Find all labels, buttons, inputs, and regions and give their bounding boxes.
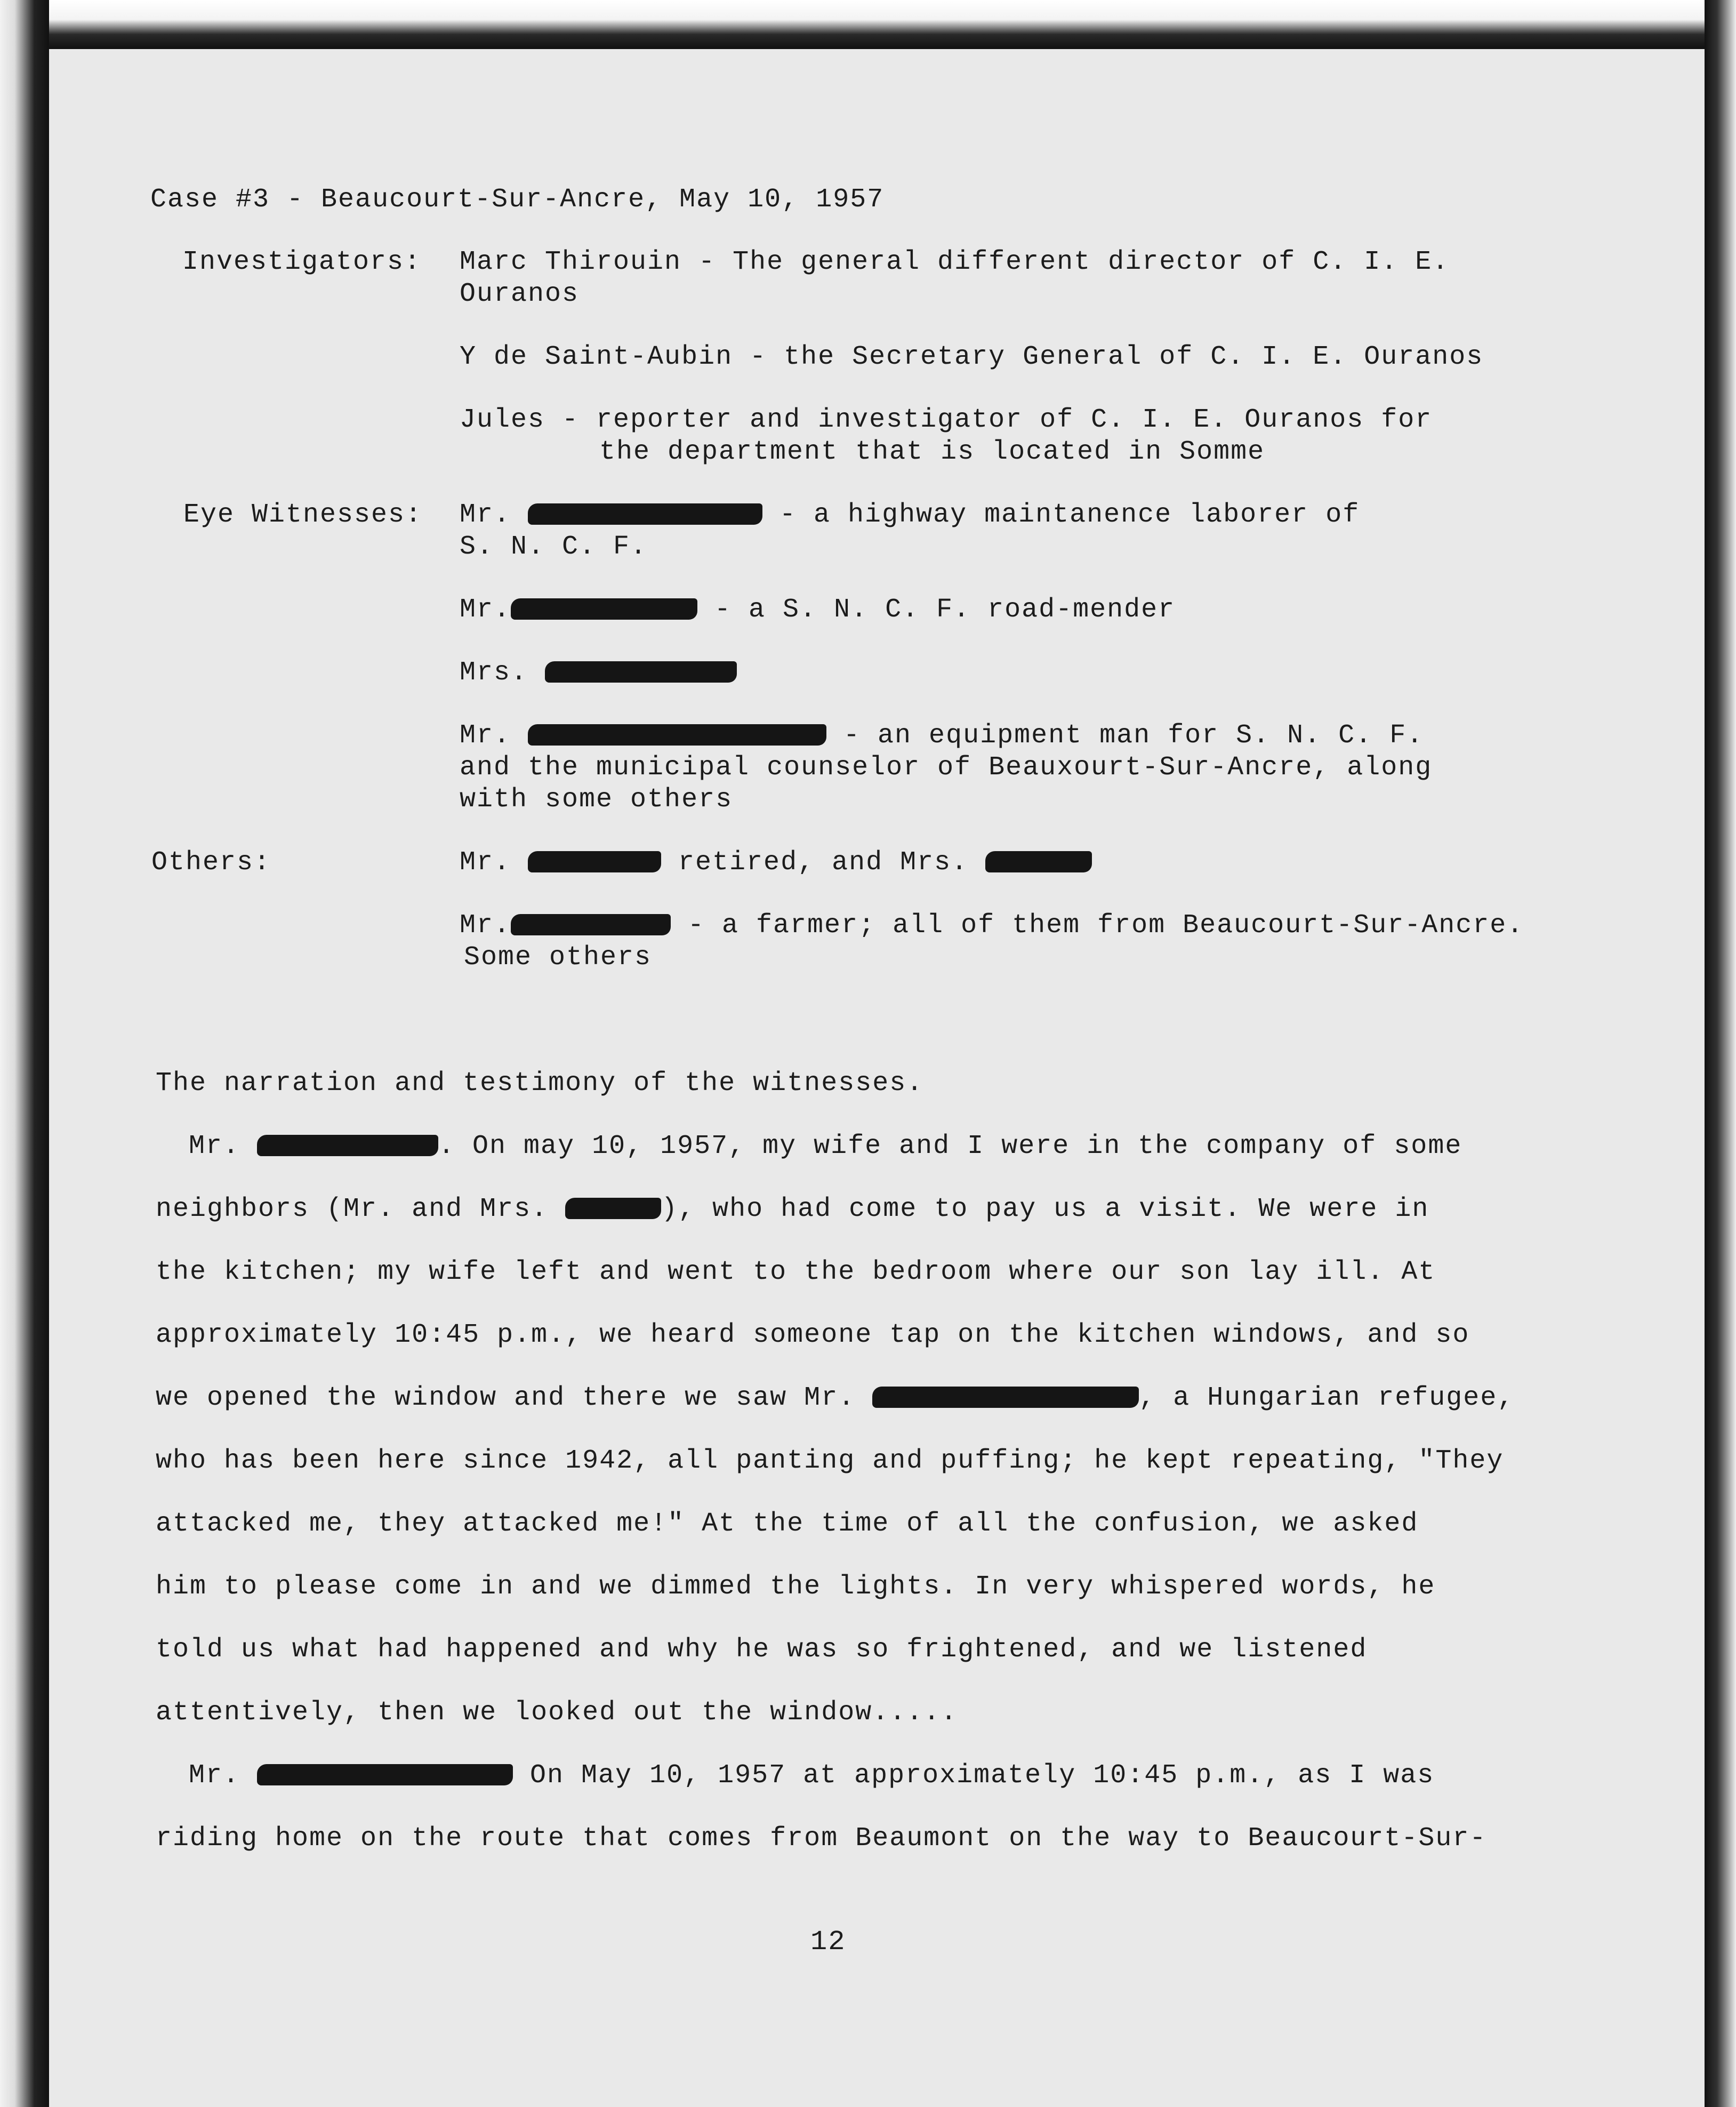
- witness-line: [460, 720, 1424, 752]
- others-label: Others:: [151, 847, 271, 878]
- redaction: [257, 1764, 513, 1785]
- witness-description: - a farmer; all of them from Beaucourt-Sur-Ancre.: [671, 910, 1524, 941]
- testimony-line: [189, 1131, 1462, 1163]
- investigator-line: Marc Thirouin - The general different director of C. I. E.: [460, 247, 1450, 277]
- witness-description: - a highway maintanence laborer of: [762, 500, 1360, 530]
- witness-description: - a S. N. C. F. road-mender: [697, 595, 1176, 625]
- redaction: [565, 1198, 661, 1219]
- eye-witnesses-label: Eye Witnesses:: [183, 500, 423, 530]
- witness-prefix: Mr.: [460, 847, 528, 878]
- testimony-text: neighbors (Mr. and Mrs.: [156, 1194, 566, 1224]
- others-line: [460, 847, 1092, 879]
- testimony-line: told us what had happened and why he was so frightened, and we listened: [156, 1635, 1368, 1665]
- testimony-text: , a Hungarian refugee,: [1139, 1383, 1515, 1413]
- testimony-line: [156, 1382, 1514, 1414]
- testimony-line: who has been here since 1942, all panting and puffing; he kept repeating, "They: [156, 1446, 1504, 1476]
- witness-prefix: Mr.: [460, 720, 528, 751]
- witness-line: S. N. C. F.: [460, 532, 648, 562]
- redaction: [528, 851, 661, 872]
- witness-prefix: Mr.: [460, 500, 528, 530]
- witness-line: and the municipal counselor of Beauxourt-Sur-Ancre, along: [460, 752, 1433, 783]
- witness-description: retired, and Mrs.: [661, 847, 986, 878]
- testimony-text: On May 10, 1957 at approximately 10:45 p.m., as I was: [513, 1760, 1435, 1791]
- others-line: [460, 910, 1524, 942]
- testimony-line: [189, 1760, 1434, 1792]
- redaction: [528, 503, 762, 525]
- testimony-line: attacked me, they attacked me!" At the time of all the confusion, we asked: [156, 1509, 1419, 1539]
- page-number: 12: [810, 1926, 846, 1958]
- redaction: [872, 1387, 1139, 1408]
- witness-line: [460, 499, 1360, 531]
- scan-border-left: [0, 0, 49, 2107]
- redaction: [528, 724, 826, 746]
- witness-line: [460, 594, 1175, 626]
- witness-line: [460, 657, 737, 689]
- redaction: [545, 661, 737, 683]
- investigator-line: Jules - reporter and investigator of C. I. E. Ouranos for: [460, 405, 1433, 435]
- testimony-line: riding home on the route that comes from Beaumont on the way to Beaucourt-Sur-: [156, 1823, 1487, 1854]
- witness-line: with some others: [460, 784, 733, 815]
- speaker-prefix: Mr.: [189, 1760, 258, 1791]
- speaker-prefix: Mr.: [189, 1131, 258, 1161]
- redaction: [511, 598, 697, 620]
- redaction: [511, 914, 671, 935]
- testimony-line: him to please come in and we dimmed the lights. In very whispered words, he: [156, 1572, 1436, 1602]
- witness-prefix: Mr.: [460, 910, 511, 941]
- testimony-line: approximately 10:45 p.m., we heard someone tap on the kitchen windows, and so: [156, 1320, 1470, 1350]
- investigator-line: the department that is located in Somme: [599, 437, 1265, 467]
- testimony-line: [156, 1193, 1429, 1225]
- testimony-text: ), who had come to pay us a visit. We were in: [661, 1194, 1429, 1224]
- witness-prefix: Mr.: [460, 595, 511, 625]
- redaction: [257, 1135, 438, 1156]
- case-heading: Case #3 - Beaucourt-Sur-Ancre, May 10, 1957: [150, 185, 885, 215]
- narration-heading: The narration and testimony of the witnesses.: [156, 1068, 924, 1099]
- investigators-label: Investigators:: [182, 247, 422, 277]
- scan-border-right: [1705, 0, 1736, 2107]
- redaction: [985, 851, 1092, 872]
- investigator-line: Y de Saint-Aubin - the Secretary General of C. I. E. Ouranos: [460, 342, 1484, 372]
- scan-border-top: [0, 0, 1736, 49]
- testimony-line: attentively, then we looked out the window.....: [156, 1697, 958, 1728]
- witness-description: - an equipment man for S. N. C. F.: [826, 720, 1424, 751]
- testimony-text: . On may 10, 1957, my wife and I were in the company of some: [438, 1131, 1462, 1161]
- testimony-line: the kitchen; my wife left and went to the bedroom where our son lay ill. At: [156, 1257, 1436, 1287]
- document-page: [49, 49, 1705, 2107]
- witness-prefix: Mrs.: [460, 658, 545, 688]
- investigator-line: Ouranos: [460, 279, 580, 309]
- testimony-text: we opened the window and there we saw Mr.: [156, 1383, 873, 1413]
- others-line: Some others: [464, 942, 652, 973]
